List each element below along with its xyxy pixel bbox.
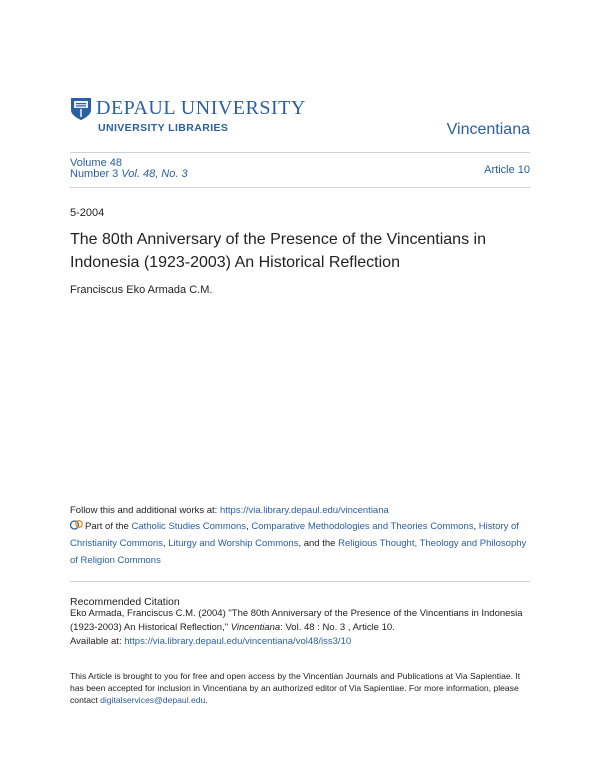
access-notice [70,670,530,706]
depaul-logo[interactable] [70,97,306,137]
available-url-link[interactable]: https://via.library.depaul.edu/vincentiana/vol48/iss3/10 [124,636,352,647]
author-name: Franciscus Eko Armada C.M. [70,284,213,296]
notice-end: . [205,695,208,705]
issue-number: Number 3 [70,168,119,180]
header-divider [70,152,530,153]
liturgy-worship-commons-link[interactable]: Liturgy and Worship Commons [168,538,299,549]
logo-subtitle: UNIVERSITY LIBRARIES [98,122,229,134]
part-of-prefix: Part of the [85,521,132,532]
available-prefix: Available at: [70,636,125,647]
separator: , [246,521,252,532]
citation-journal: Vincentiana [230,622,281,633]
citation-body: Eko Armada, Franciscus C.M. (2004) "The 80th Anniversary of the Presence of the Vincentians in Indonesia (1923-2003) An Historical Reflection," [70,608,523,633]
creative-commons-icon [70,519,83,530]
citation-text [70,607,530,649]
volume-link[interactable]: Volume 48 [70,157,122,169]
separator: , [473,521,479,532]
depaul-shield-icon [70,97,92,121]
history-of-christianity-commons-link[interactable]: History of Christianity Commons [70,521,519,549]
publication-date: 5-2004 [70,207,105,219]
citation-divider [70,581,530,582]
article-link[interactable]: Article 10 [484,164,530,176]
separator-and: , and the [298,538,339,549]
follow-line [70,502,389,519]
catholic-studies-commons-link[interactable]: Catholic Studies Commons [131,521,247,532]
comparative-methodologies-commons-link[interactable]: Comparative Methodologies and Theories Commons [251,521,474,532]
journal-link[interactable]: Vincentiana [446,121,530,138]
follow-prefix: Follow this and additional works at: [70,505,220,516]
separator: , [162,538,169,549]
part-of-disciplines [70,518,530,569]
issue-number-line[interactable] [70,168,188,180]
notice-text: This Article is brought to you for free and open access by the Vincentian Journals and Publications at Via Sapientiae. It has been accepted for inclusion in Vincentiana by an authorized editor of Via Sapientiae. For more information, please contact [70,671,521,705]
follow-url-link[interactable]: https://via.library.depaul.edu/vincentiana [219,505,389,516]
citation-end: : Vol. 48 : No. 3 , Article 10. [280,622,395,633]
religious-thought-commons-link[interactable]: Religious Thought, Theology and Philosophy of Religion Commons [70,538,527,566]
issue-vol-italic: Vol. 48, No. 3 [121,168,188,180]
contact-email-link[interactable]: digitalservices@depaul.edu [100,695,206,705]
issue-divider [70,187,530,188]
logo-name: DEPAUL UNIVERSITY [96,97,306,119]
article-title: The 80th Anniversary of the Presence of the Vincentians in Indonesia (1923-2003) An Historical Reflection [70,231,486,271]
recommended-citation-heading: Recommended Citation [70,596,180,608]
